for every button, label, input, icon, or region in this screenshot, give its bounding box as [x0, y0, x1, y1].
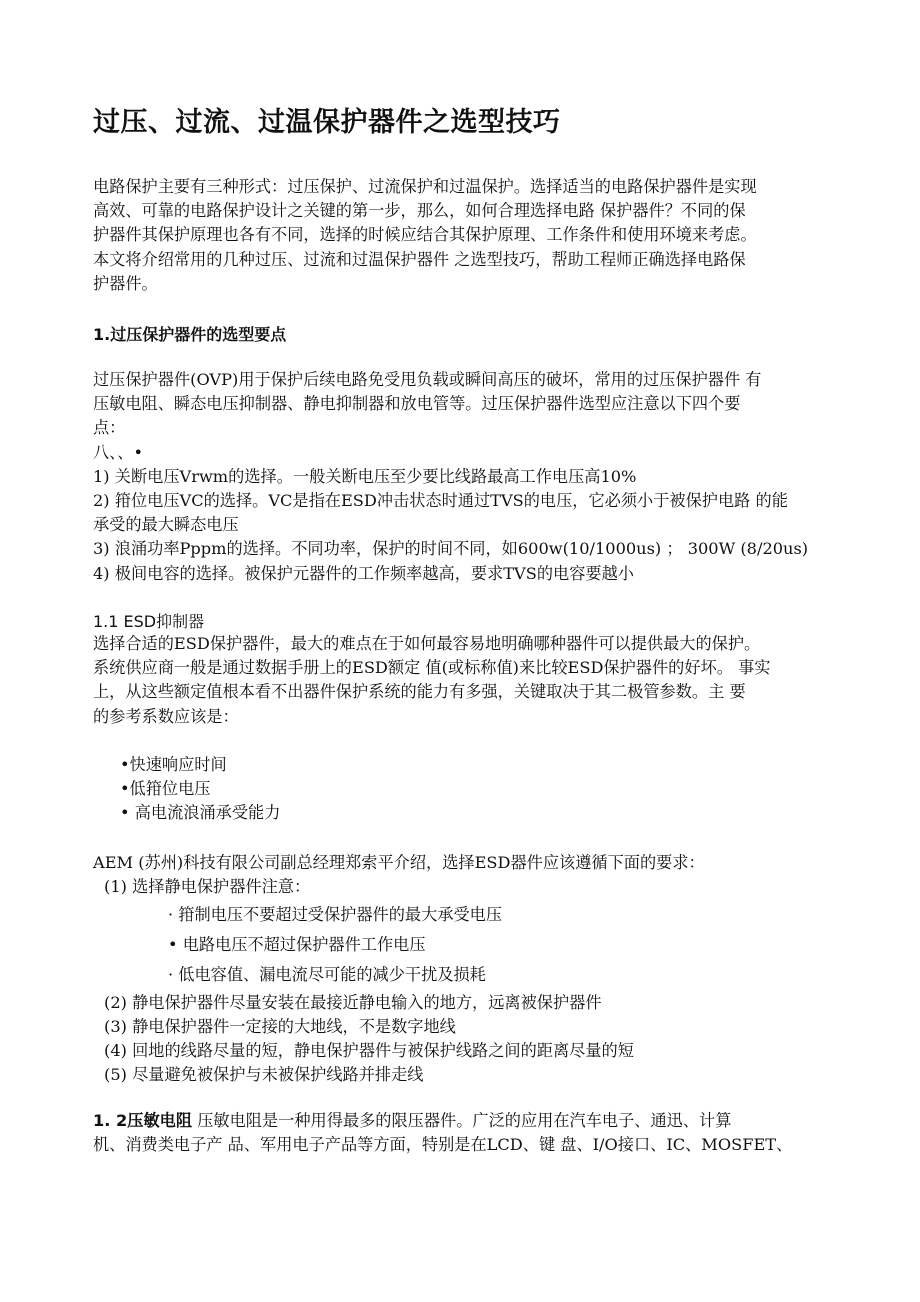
intro-paragraph [93, 175, 868, 296]
section1-line: 八、、• [93, 442, 144, 462]
section11-paragraph [93, 632, 868, 729]
section12-paragraph [93, 1109, 868, 1157]
requirement-1-item: · 低电容值、漏电流尽可能的减少干扰及损耗 [168, 965, 486, 984]
requirement-1-item: · 箝制电压不要超过受保护器件的最大承受电压 [168, 905, 503, 924]
intro-line: 护器件。 [93, 273, 158, 293]
requirement-1: (1) 选择静电保护器件注意： [104, 877, 311, 896]
section12-line1-text: 压敏电阻是一种用得最多的限压器件。广泛的应用在汽车电子、通迅、计算 [192, 1111, 732, 1130]
section1-line: 3) 浪涌功率Pppm的选择。不同功率，保护的时间不同，如600w(10/1000us) ； 300W (8/20us) [93, 539, 809, 559]
section11-line: 系统供应商一般是通过数据手册上的ESD额定 值(或标称值)来比较ESD保护器件的好坏。 事实 [93, 658, 771, 678]
section11-heading: 1.1 ESD抑制器 [93, 612, 205, 631]
section1-paragraph [93, 368, 868, 586]
aem-intro: AEM (苏州)科技有限公司副总经理郑索平介绍，选择ESD器件应该遵循下面的要求： [93, 853, 705, 872]
requirement-1-item: • 电路电压不超过保护器件工作电压 [168, 935, 426, 954]
section1-line: 1) 关断电压Vrwm的选择。一般关断电压至少要比线路最高工作电压高10% [93, 466, 637, 486]
document-title: 过压、过流、过温保护器件之选型技巧 [93, 107, 561, 138]
requirement-item: (5) 尽量避免被保护与未被保护线路并排走线 [104, 1065, 424, 1084]
section12-line: 机、消费类电子产 品、军用电子产品等方面，特别是在LCD、键 盘、I/O接口、IC、MOSFET、 [93, 1135, 793, 1155]
intro-line: 本文将介绍常用的几种过压、过流和过温保护器件 之选型技巧，帮助工程师正确选择电路保 [93, 249, 746, 269]
section1-line: 压敏电阻、瞬态电压抑制器、静电抑制器和放电管等。过压保护器件选型应注意以下四个要 [93, 394, 741, 414]
section12-line [93, 1109, 868, 1133]
requirement-item: (3) 静电保护器件一定接的大地线，不是数字地线 [104, 1017, 456, 1036]
bullet-item: •低箝位电压 [120, 779, 211, 798]
section11-line: 的参考系数应该是： [93, 706, 239, 726]
section12-heading: 1. 2压敏电阻 [93, 1111, 193, 1130]
section1-heading: 1.过压保护器件的选型要点 [93, 325, 287, 344]
section11-line: 上，从这些额定值根本看不出器件保护系统的能力有多强，关键取决于其二极管参数。主 要 [93, 682, 746, 702]
intro-line: 护器件其保护原理也各有不同，选择的时候应结合其保护原理、工作条件和使用环境来考虑。 [93, 225, 757, 245]
intro-line: 高效、可靠的电路保护设计之关键的第一步，那么，如何合理选择电路 保护器件？不同的保 [93, 201, 746, 221]
requirement-item: (4) 回地的线路尽量的短，静电保护器件与被保护线路之间的距离尽量的短 [104, 1041, 634, 1060]
intro-line: 电路保护主要有三种形式：过压保护、过流保护和过温保护。选择适当的电路保护器件是实现 [93, 177, 757, 196]
bullet-item: • 高电流浪涌承受能力 [120, 803, 281, 822]
requirement-item: (2) 静电保护器件尽量安装在最接近静电输入的地方，远离被保护器件 [104, 993, 602, 1012]
section1-line: 承受的最大瞬态电压 [93, 515, 239, 535]
section1-line: 2) 箝位电压VC的选择。VC是指在ESD冲击状态时通过TVS的电压，它必须小于被保护电路 的能 [93, 491, 788, 511]
bullet-item: •快速响应时间 [120, 755, 227, 774]
section1-line: 过压保护器件(OVP)用于保护后续电路免受甩负载或瞬间高压的破坏，常用的过压保护器件 有 [93, 370, 762, 389]
section1-line: 点： [93, 418, 126, 438]
section1-line: 4) 极间电容的选择。被保护元器件的工作频率越高，要求TVS的电容要越小 [93, 563, 634, 583]
section11-line: 选择合适的ESD保护器件，最大的难点在于如何最容易地明确哪种器件可以提供最大的保护。 [93, 634, 761, 653]
